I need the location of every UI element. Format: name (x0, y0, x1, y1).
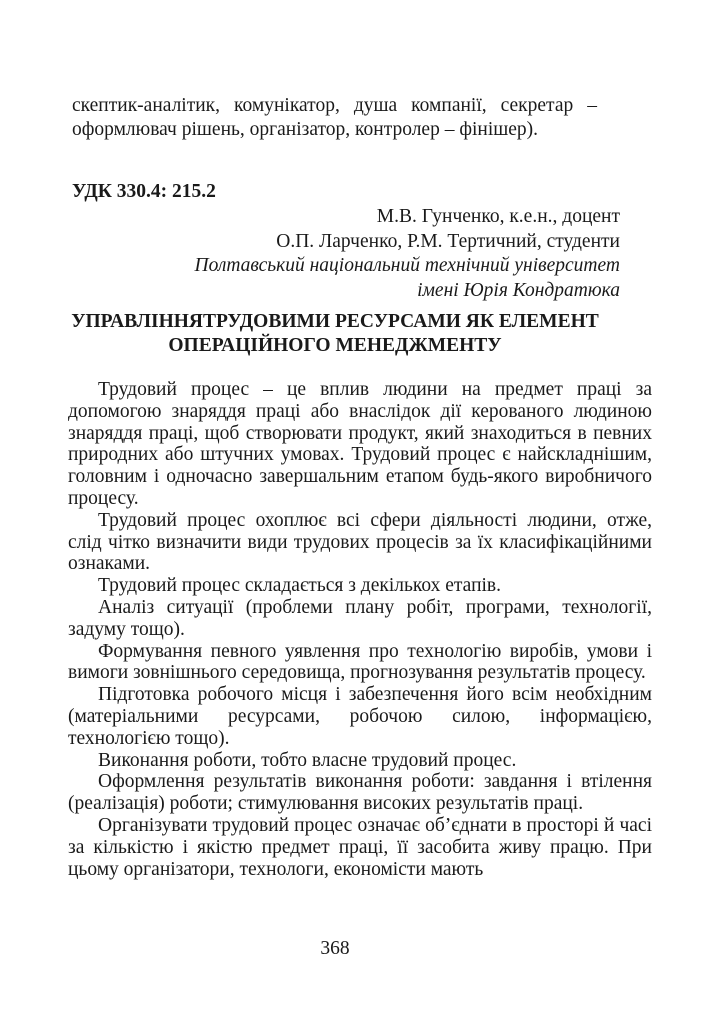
continuation-text-line: скептик-аналітик, комунікатор, душа компанії, секретар – (72, 95, 597, 116)
affiliation-line: імені Юрія Кондратюка (417, 279, 620, 301)
authors-block (70, 205, 620, 303)
author-line: О.П. Ларченко, Р.М. Тертичний, студенти (276, 230, 620, 252)
body-paragraph: Аналіз ситуації (проблеми плану робіт, програми, технології, задуму тощо). (68, 596, 652, 640)
body-paragraph: Формування певного уявлення про технологію виробів, умови і вимоги зовнішнього середовища, прогнозування результатів процесу. (68, 640, 652, 684)
body-paragraph: Трудовий процес охоплює всі сфери діяльності людини, отже, слід чітко визначити види трудових процесів за їх класифікаційними ознаками. (68, 509, 652, 575)
article-title (70, 310, 600, 358)
body-paragraph: Оформлення результатів виконання роботи: завдання і втілення (реалізація) роботи; стимулювання високих результатів праці. (68, 771, 652, 815)
body-paragraph: Організувати трудовий процес означає об’єднати в просторі й часі за кількістю і якістю предмет праці, її засобита живу працю. При цьому організатори, технологи, економісти мають (68, 814, 652, 880)
author-line: М.В. Гунченко, к.е.н., доцент (376, 206, 620, 227)
continuation-text-line: оформлювач рішень, організатор, контролер – фінішер). (72, 119, 539, 140)
page-number: 368 (320, 938, 350, 959)
continuation-paragraph (72, 94, 597, 142)
affiliation-line: Полтавський національний технічний університет (194, 255, 620, 276)
body-paragraph: Трудовий процес – це вплив людини на предмет праці за допомогою знаряддя праці або внаслідок дії керованого людиною знаряддя праці, щоб створювати продукт, який знаходиться в певних природних або штучних умовах. Трудовий процес є найскладнішим, головним і одночасно завершальним етапом будь-якого виробничого процесу. (68, 379, 652, 509)
article-title-line: ОПЕРАЦІЙНОГО МЕНЕДЖМЕНТУ (168, 335, 502, 356)
udc-code: УДК 330.4: 215.2 (72, 181, 216, 202)
body-paragraph: Виконання роботи, тобто власне трудовий процес. (98, 749, 517, 771)
body-paragraph: Трудовий процес складається з декількох етапів. (98, 575, 502, 597)
article-title-line: УПРАВЛІННЯТРУДОВИМИ РЕСУРСАМИ ЯК ЕЛЕМЕНТ (71, 311, 599, 332)
body-paragraph: Підготовка робочого місця і забезпечення його всім необхідним (матеріальними ресурсами, робочою силою, інформацією, технологією тощо). (68, 684, 652, 749)
article-body (68, 379, 652, 880)
